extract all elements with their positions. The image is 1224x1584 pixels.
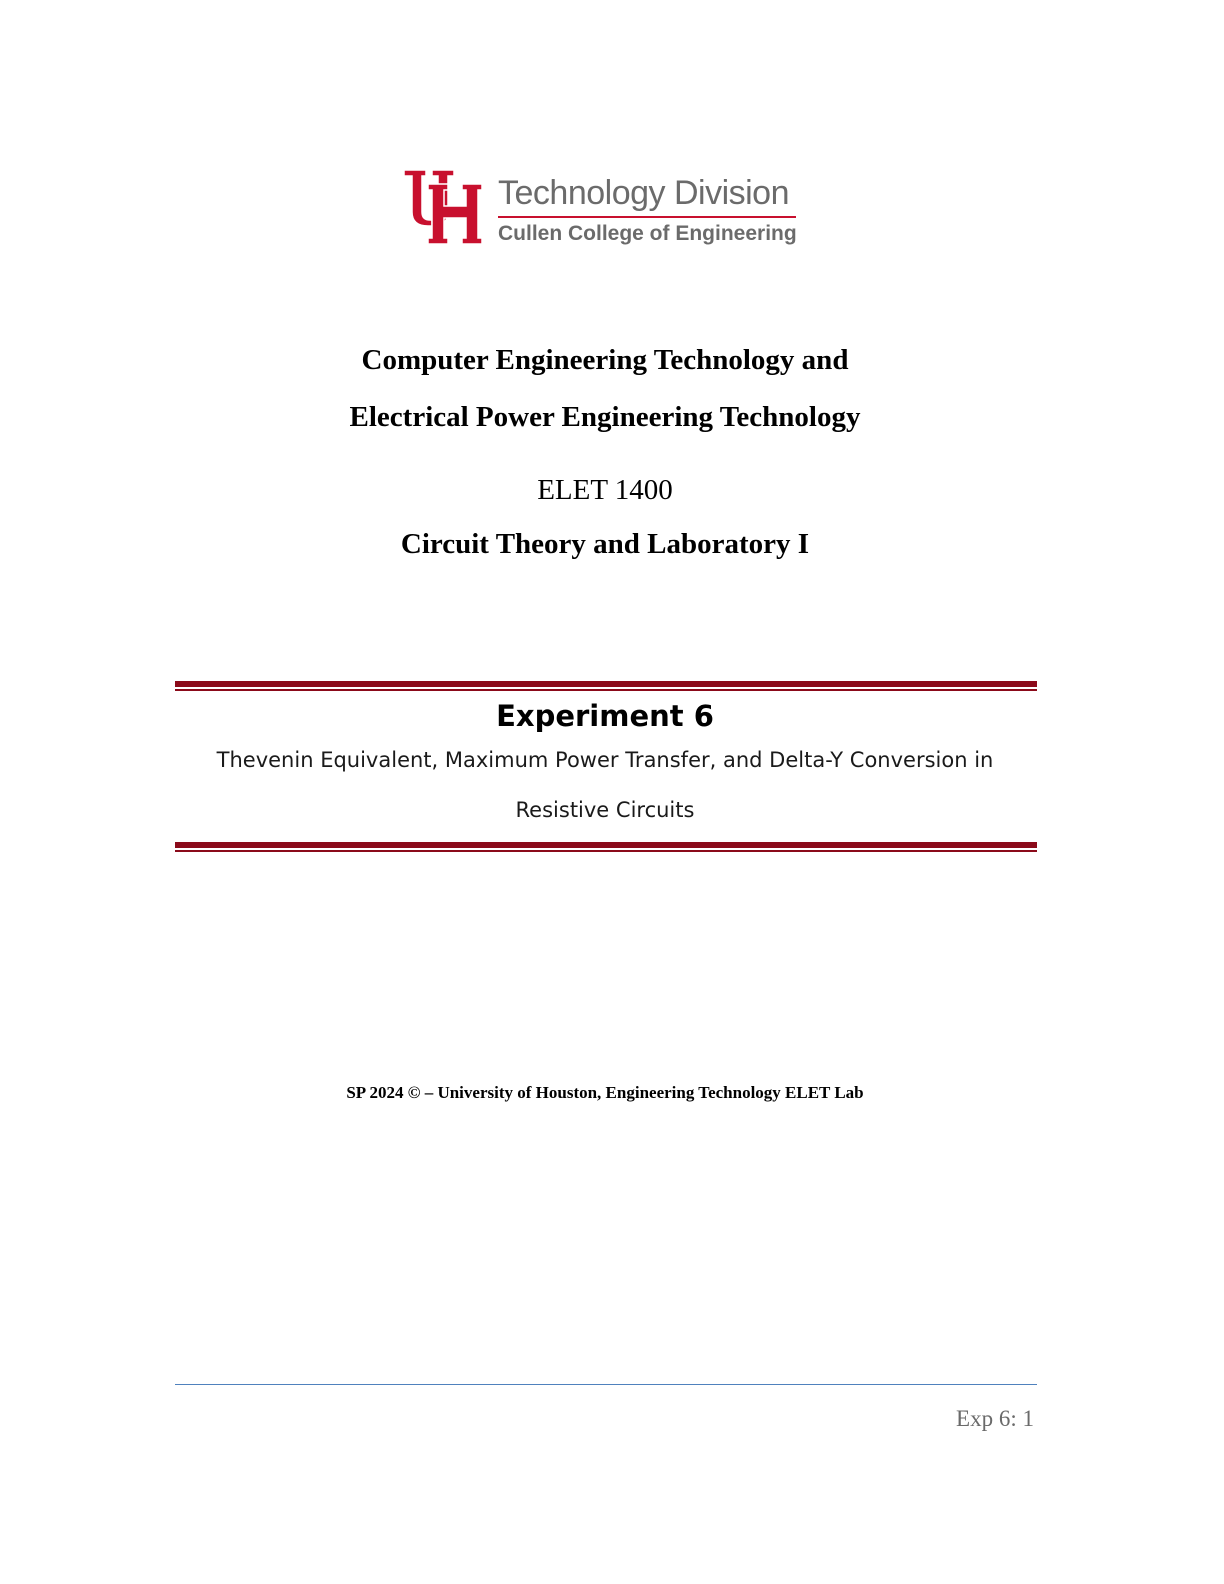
footer-divider <box>175 1384 1037 1385</box>
department-line-1: Computer Engineering Technology and <box>361 344 849 376</box>
logo-divider <box>498 216 796 218</box>
course-title: Circuit Theory and Laboratory I <box>400 528 810 560</box>
experiment-top-rule <box>175 681 1037 691</box>
uh-technology-division-logo <box>402 168 802 246</box>
logo-college-text: Cullen College of Engineering <box>498 222 797 245</box>
logo-division-text: Technology Division <box>498 174 789 212</box>
page-number: Exp 6: 1 <box>956 1406 1034 1431</box>
experiment-title: Experiment 6 <box>496 699 714 733</box>
course-code: ELET 1400 <box>537 474 673 506</box>
copyright-notice: SP 2024 © – University of Houston, Engineering Technology ELET Lab <box>346 1083 864 1102</box>
experiment-bottom-rule <box>175 842 1037 852</box>
department-line-2: Electrical Power Engineering Technology <box>349 401 861 433</box>
uh-interlocking-logo-icon <box>402 168 484 246</box>
experiment-subtitle-line-2: Resistive Circuits <box>515 798 695 822</box>
experiment-subtitle-line-1: Thevenin Equivalent, Maximum Power Transfer, and Delta-Y Conversion in <box>216 748 994 772</box>
